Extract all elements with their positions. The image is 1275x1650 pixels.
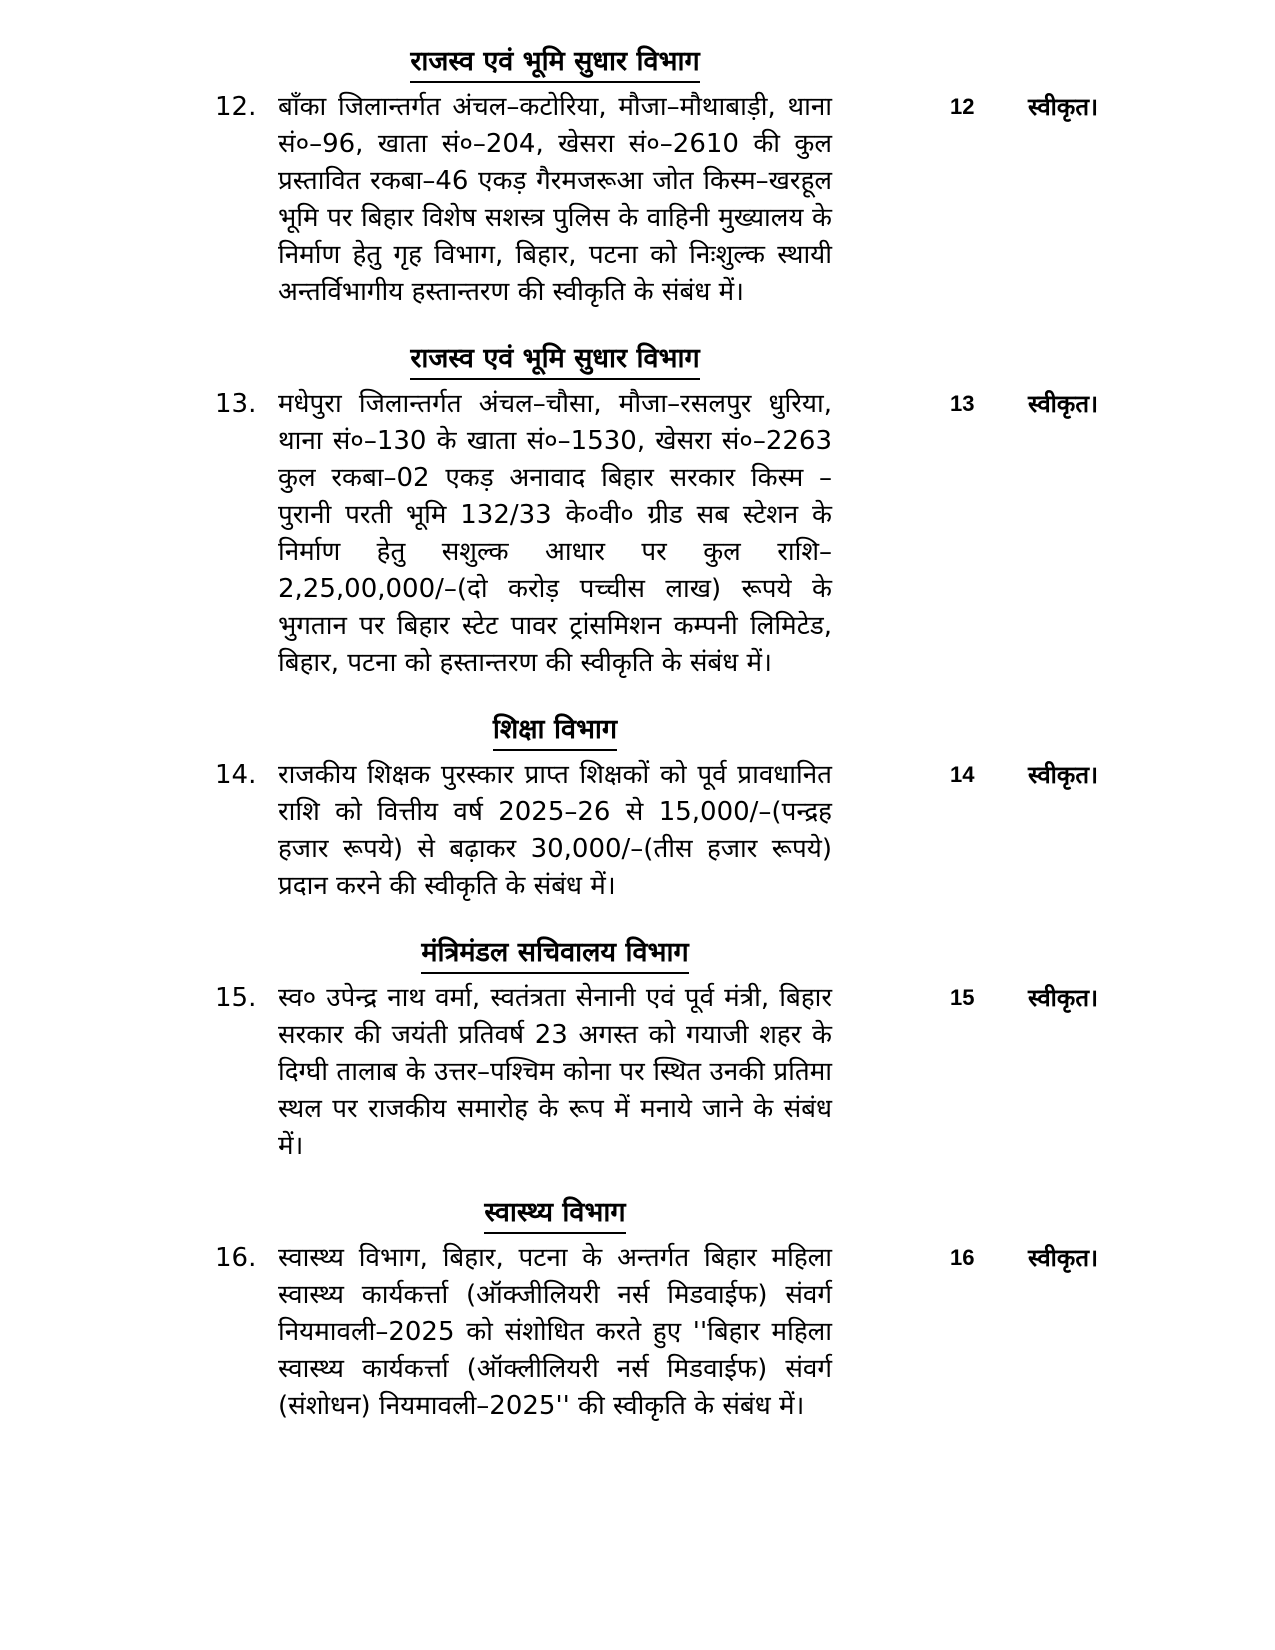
agenda-row bbox=[0, 89, 1275, 311]
decision-status: स्वीकृत। bbox=[1028, 93, 1099, 121]
agenda-section bbox=[0, 935, 1275, 1165]
item-description: राजकीय शिक्षक पुरस्कार प्राप्त शिक्षकों को पूर्व प्रावधानित राशि को वित्तीय वर्ष 2025–26 से 15,000/–(पन्द्रह हजार रूपये) से बढ़ाकर 30,000/–(तीस हजार रूपये) प्रदान करने की स्वीकृति के संबंध में। bbox=[278, 760, 832, 901]
agenda-section bbox=[0, 44, 1275, 311]
item-serial: 14. bbox=[215, 760, 257, 790]
agenda-row bbox=[0, 980, 1275, 1165]
department-heading-text: राजस्व एवं भूमि सुधार विभाग bbox=[410, 44, 699, 83]
agenda-section bbox=[0, 712, 1275, 905]
department-heading-text: स्वास्थ्य विभाग bbox=[484, 1195, 625, 1234]
item-description: बाँका जिलान्तर्गत अंचल–कटोरिया, मौजा–मौथाबाड़ी, थाना सं०–96, खाता सं०–204, खेसरा सं०–2610 की कुल प्रस्तावित रकबा–46 एकड़ गैरमजरूआ जोत किस्म–खरहूल भूमि पर बिहार विशेष सशस्त्र पुलिस के वाहिनी मुख्यालय के निर्माण हेतु गृह विभाग, बिहार, पटना को निःशुल्क स्थायी अन्तर्विभागीय हस्तान्तरण की स्वीकृति के संबंध में। bbox=[278, 92, 832, 307]
agenda-section bbox=[0, 341, 1275, 682]
department-heading bbox=[278, 1195, 832, 1234]
department-heading-text: शिक्षा विभाग bbox=[493, 712, 617, 751]
item-serial: 15. bbox=[215, 983, 257, 1013]
department-heading-text: मंत्रिमंडल सचिवालय विभाग bbox=[421, 935, 688, 974]
agenda-row bbox=[0, 1240, 1275, 1425]
item-number: 15 bbox=[950, 985, 975, 1010]
item-number: 16 bbox=[950, 1245, 975, 1270]
item-description: स्वास्थ्य विभाग, बिहार, पटना के अन्तर्गत बिहार महिला स्वास्थ्य कार्यकर्त्ता (ऑक्जीलियरी नर्स मिडवाईफ) संवर्ग नियमावली–2025 को संशोधित करते हुए ''बिहार महिला स्वास्थ्य कार्यकर्त्ता (ऑक्लीलियरी नर्स मिडवाईफ) संवर्ग (संशोधन) नियमावली–2025'' की स्वीकृति के संबंध में। bbox=[278, 1243, 832, 1421]
decision-status: स्वीकृत। bbox=[1028, 761, 1099, 789]
item-number: 12 bbox=[950, 94, 975, 119]
department-heading-text: राजस्व एवं भूमि सुधार विभाग bbox=[410, 341, 699, 380]
department-heading bbox=[278, 44, 832, 83]
department-heading bbox=[278, 935, 832, 974]
item-description: मधेपुरा जिलान्तर्गत अंचल–चौसा, मौजा–रसलपुर धुरिया, थाना सं०–130 के खाता सं०–1530, खेसरा सं०–2263 कुल रकबा–02 एकड़ अनावाद बिहार सरकार किस्म –पुरानी परती भूमि 132/33 के०वी० ग्रीड सब स्टेशन के निर्माण हेतु सशुल्क आधार पर कुल राशि– 2,25,00,000/–(दो करोड़ पच्चीस लाख) रूपये के भुगतान पर बिहार स्टेट पावर ट्रांसमिशन कम्पनी लिमिटेड, बिहार, पटना को हस्तान्तरण की स्वीकृति के संबंध में। bbox=[278, 389, 832, 678]
agenda-row bbox=[0, 386, 1275, 682]
agenda-section bbox=[0, 1195, 1275, 1425]
decision-status: स्वीकृत। bbox=[1028, 1244, 1099, 1272]
decision-status: स्वीकृत। bbox=[1028, 390, 1099, 418]
item-serial: 13. bbox=[215, 389, 257, 419]
item-number: 14 bbox=[950, 762, 975, 787]
item-description: स्व० उपेन्द्र नाथ वर्मा, स्वतंत्रता सेनानी एवं पूर्व मंत्री, बिहार सरकार की जयंती प्रतिवर्ष 23 अगस्त को गयाजी शहर के दिग्घी तालाब के उत्तर–पश्चिम कोना पर स्थित उनकी प्रतिमा स्थल पर राजकीय समारोह के रूप में मनाये जाने के संबंध में। bbox=[278, 983, 832, 1161]
item-serial: 12. bbox=[215, 92, 257, 122]
decision-status: स्वीकृत। bbox=[1028, 984, 1099, 1012]
department-heading bbox=[278, 341, 832, 380]
item-number: 13 bbox=[950, 391, 975, 416]
item-serial: 16. bbox=[215, 1243, 257, 1273]
agenda-row bbox=[0, 757, 1275, 905]
department-heading bbox=[278, 712, 832, 751]
